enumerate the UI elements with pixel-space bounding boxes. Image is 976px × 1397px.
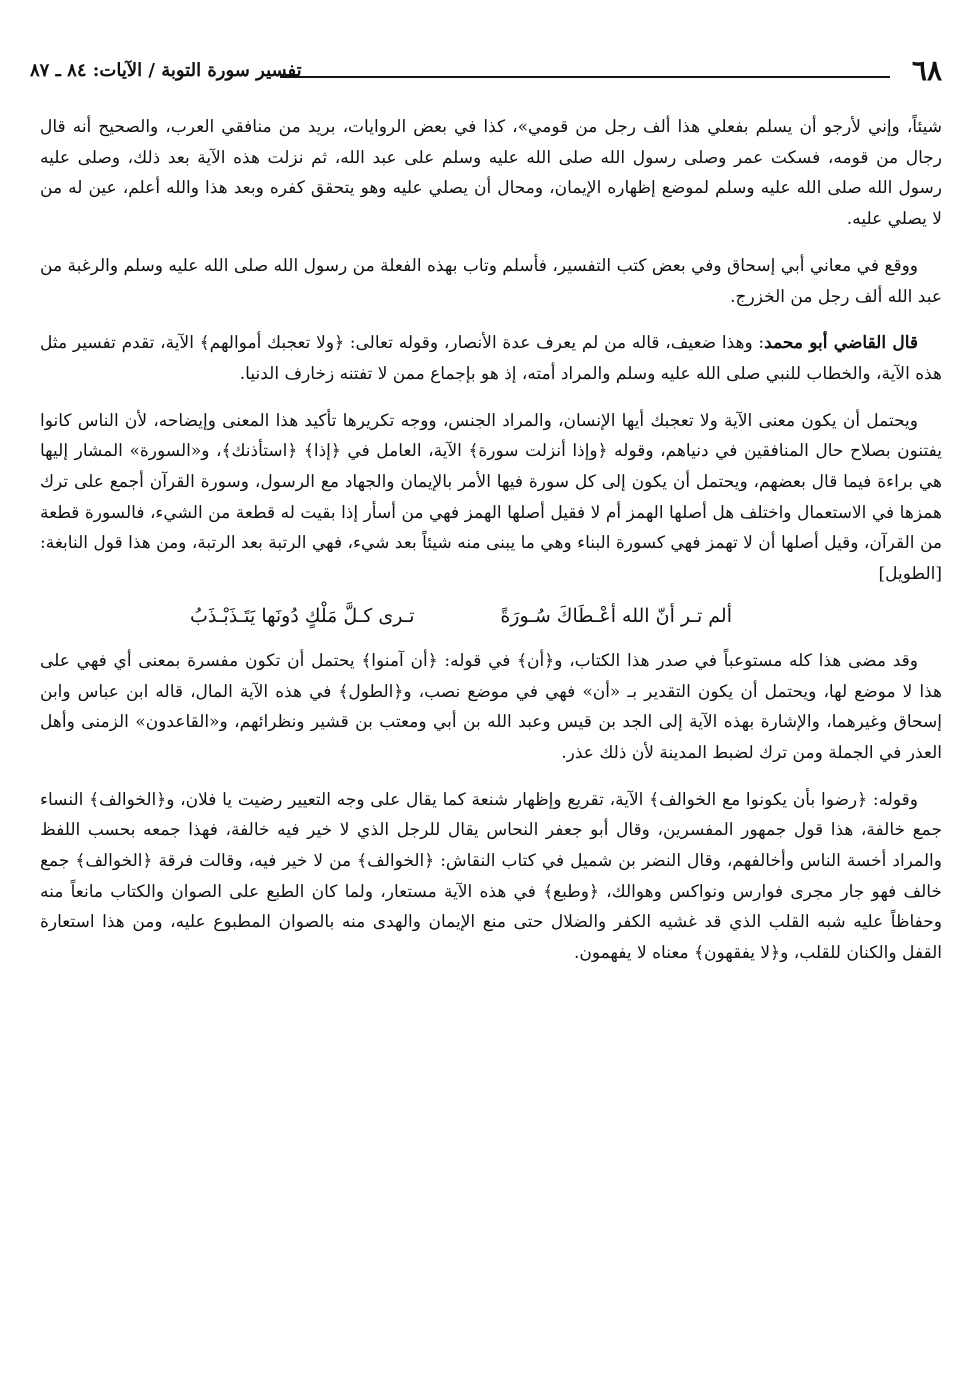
running-title: تفسير سورة التوبة / الآيات: ٨٤ ـ ٨٧ bbox=[30, 60, 302, 81]
page-body bbox=[40, 112, 942, 985]
paragraph-3 bbox=[40, 328, 942, 389]
speaker-label: قال القاضي أبو محمد bbox=[764, 333, 918, 354]
paragraph-1: شيئاً، وإني لأرجو أن يسلم بفعلي هذا ألف رجل من قومي»، كذا في بعض الروايات، بريد من منافقي العرب، والصحيح أنه قال رجال من قومه، فسكت عمر وصلى رسول الله صلى الله عليه وسلم على عبد الله، ثم نزلت هذه الآية بعد ذلك، وصلى عليه رسول الله صلى الله عليه وسلم لموضع إظهاره الإيمان، ومحال أن يصلي عليه وهو يتحقق كفره وبعد هذا والله أعلم، عين له من لا يصلي عليه. bbox=[40, 117, 942, 230]
page-header bbox=[30, 54, 942, 88]
page-number: ٦٨ bbox=[911, 54, 942, 87]
paragraph-4: ويحتمل أن يكون معنى الآية ولا تعجبك أيها الإنسان، والمراد الجنس، ووجه تكريرها تأكيد هذا المعنى وإيضاحه، لأن الناس كانوا يفتنون بصلاح حال المنافقين في دنياهم، وقوله ﴿وإذا أنزلت سورة﴾ الآية، العامل في ﴿إذا﴾ ﴿استأذنك﴾، و«السورة» المشار إليها هي براءة فيما قال بعضهم، ويحتمل أن يكون إلى كل سورة فيها الأمر بالإيمان والجهاد مع الرسول، وسورة القرآن أجمع على ترك همزها في الاستعمال واختلف هل أصلها الهمز أم لا فقيل أصلها الهمز فهي من أسأر إذا بقيت له قطعة من الشيء، فالسورة قطعة من القرآن، وقيل أصلها أن لا تهمز فهي كسورة البناء وهي ما يبنى منه شيئاً بعد شيء، فهي الرتبة بعد الرتبة، ومن هذا قول النابغة: [الطويل] bbox=[40, 410, 942, 585]
verse-first-hemistich: ألم تـر أنّ الله أعْـطَاكَ سُـورَةً bbox=[500, 604, 732, 627]
paragraph-5: وقد مضى هذا كله مستوعباً في صدر هذا الكتاب، و﴿أن﴾ في قوله: ﴿أن آمنوا﴾ يحتمل أن تكون مفسرة بمعنى أي فهي على هذا لا موضع لها، ويحتمل أن يكون التقدير بـ «أن» فهي في موضع نصب، و﴿الطول﴾ في هذه الآية المال، قاله ابن عباس وابن إسحاق وغيرهما، والإشارة بهذه الآية إلى الجد بن قيس وعبد الله بن أبي ومعتب بن قشير ونظرائهم، و«القاعدون» الزمنى وأهل العذر في الجملة ومن ترك لضبط المدينة لأن ذلك عذر. bbox=[40, 650, 942, 763]
header-rule bbox=[280, 76, 890, 78]
paragraph-6: وقوله: ﴿رضوا بأن يكونوا مع الخوالف﴾ الآية، تقريع وإظهار شنعة كما يقال على وجه التعيير رضيت يا فلان، و﴿الخوالف﴾ النساء جمع خالفة، هذا قول جمهور المفسرين، وقال أبو جعفر النحاس يقال للرجل الذي لا خير فيه خالفة، فهذا جمعه بحسب اللفظ والمراد أخسة الناس وأخالفهم، وقال النضر بن شميل في كتاب النقاش: ﴿الخوالف﴾ من لا خير فيه، وقالت فرقة ﴿الخوالف﴾ جمع خالف فهو جار مجرى فوارس ونواكس وهوالك، ﴿وطبع﴾ في هذه الآية مستعار، ولما كان الطبع على الصوان والكتاب مانعاً منه وحفاظاً عليه شبه القلب الذي قد غشيه الكفر والضلال حتى منع الإيمان والهدى منه بالصوان المطبوع عليه، ومن هذا استعارة القفل والكنان للقلب، و﴿لا يفقهون﴾ معناه لا يفهمون. bbox=[40, 789, 942, 964]
poetry-verse bbox=[40, 598, 942, 634]
paragraph-2: ووقع في معاني أبي إسحاق وفي بعض كتب التفسير، فأسلم وتاب بهذه الفعلة من رسول الله صلى الله عليه وسلم والرغبة من عبد الله ألف رجل من الخزرج. bbox=[40, 255, 942, 307]
verse-second-hemistich: تـرى كـلَّ مَلْكٍ دُونَها يَتَـذَبْـذَبُ bbox=[190, 604, 415, 627]
paragraph-3-text: : وهذا ضعيف، قاله من لم يعرف عدة الأنصار، وقوله تعالى: ﴿ولا تعجبك أموالهم﴾ الآية، تقدم تفسير مثل هذه الآية، والخطاب للنبي صلى الله عليه وسلم والمراد أمته، إذ هو بإجماع ممن لا تفتنه زخارف الدنيا. bbox=[40, 333, 942, 384]
